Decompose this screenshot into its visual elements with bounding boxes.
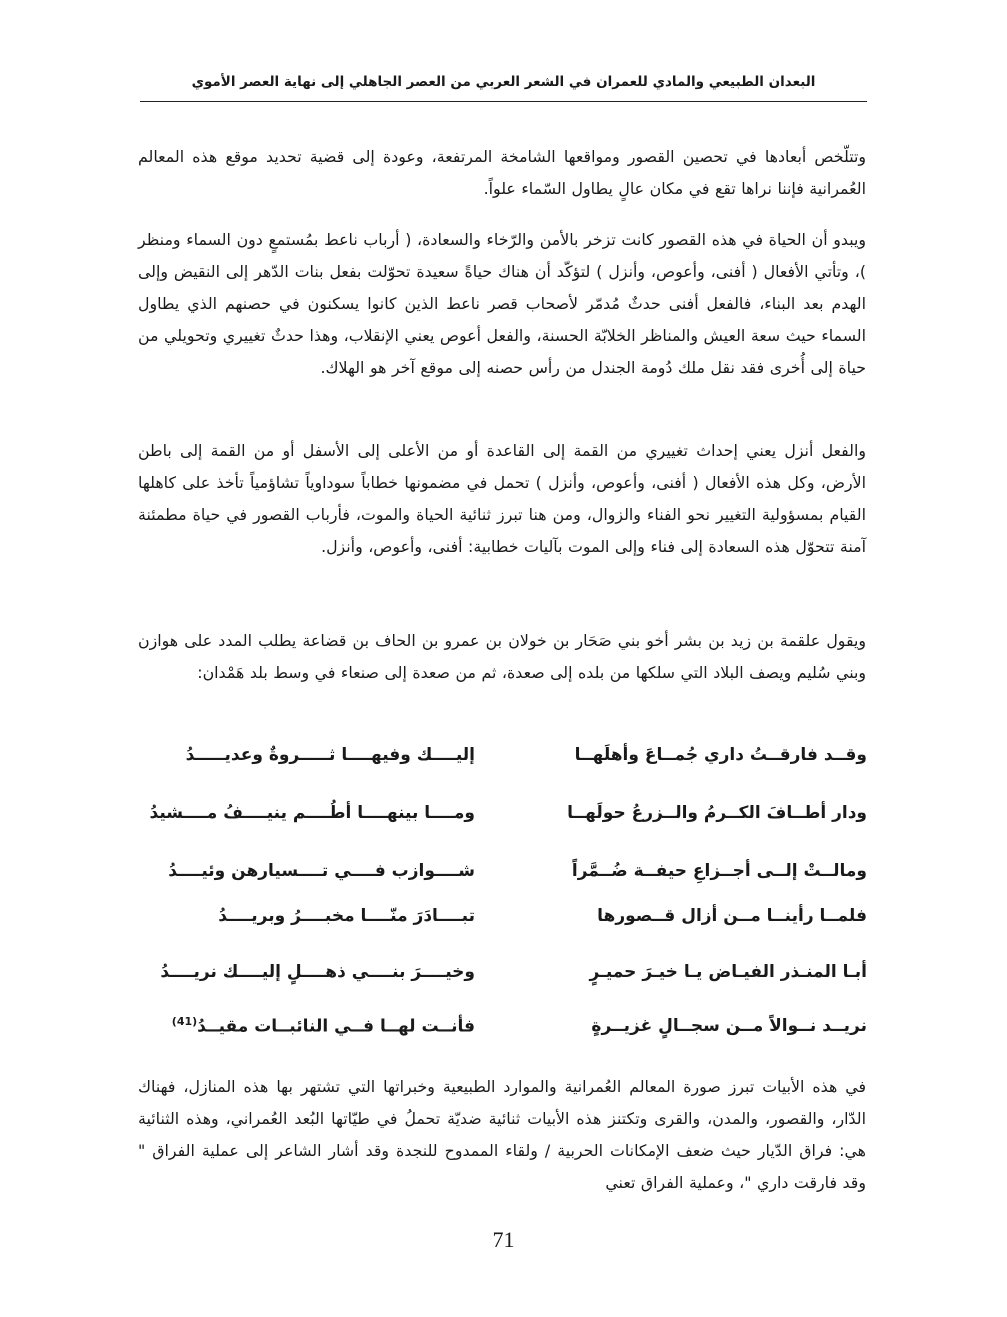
verse-first-hemistich: ودار أطــافَ الكــرمُ والــزرعُ حولَهــا (567, 803, 867, 823)
verse-second-hemistich (140, 1015, 475, 1037)
paragraph-1: وتتلّخص أبعادها في تحصين القصور ومواقعها الشامخة المرتفعة، وعودة إلى قضية تحديد موقع هذه المعالم العُمرانية فإننا نراها تقع في مكان عالٍ يطاول السّماء علواً. (138, 147, 866, 198)
verse-second-hemistich: تبــــادَرَ منّــــا مخبــــرُ وبريــــدُ (218, 906, 475, 926)
running-header: البعدان الطبيعي والمادي للعمران في الشعر العربي من العصر الجاهلي إلى نهاية العصر الأموي (191, 74, 816, 90)
paragraph-4: ويقول علقمة بن زيد بن بشر أخو بني صَحَار بن خولان بن عمرو بن الحاف بن قضاعة يطلب المدد على هوازن وبني سُليم ويصف البلاد التي سلكها من بلده إلى صعدة، ثم من صعدة إلى صنعاء في وسط بلد هَمْدان: (138, 631, 866, 682)
verse-first-hemistich: وقــد فارقــتُ داري جُمــاعَ وأهلَهــا (574, 745, 867, 765)
verse-second-hemistich: إليــــك وفيهــــا ثـــــروةٌ وعديـــــدُ (185, 745, 475, 765)
verse-text: فأنــت لهــا فــي النائبــات مقيــدُ (197, 1016, 475, 1037)
verse-line-4 (140, 898, 867, 934)
paragraph-2: ويبدو أن الحياة في هذه القصور كانت تزخر بالأمن والرّخاء والسعادة، ( أرباب ناعط بمُستمعٍ دون السماء ومنظر )، وتأتي الأفعال ( أفنى، وأعوص، وأنزل ) لتؤكّد أن هناك حياةً سعيدة تحوّلت بفعل بنات الدّهر إلى النقيض وإلى الهدم بعد البناء، فالفعل أفنى حدثٌ مُدمّر لأصحاب قصر ناعط الذين كانوا يسكنون في حصنهم الذي يطاول السماء حيث سعة العيش والمناظر الخلابّة الحسنة، والفعل أعوص يعني الإنقلاب، وهذا حدثٌ تغييري وتحويلي من حياة إلى أُخرى فقد نقل ملك دُومة الجندل من رأس حصنه إلى موقع آخر هو الهلاك. (138, 230, 866, 377)
verse-first-hemistich: أبـا المنـذر الفيـاض يـا خيـرَ حميـرٍ (589, 962, 867, 982)
footnote-marker: (41) (171, 1015, 198, 1029)
verse-line-6 (140, 1008, 867, 1044)
verse-second-hemistich: شــــوازب فــــي تــــسيارهن وئيــــدُ (168, 861, 475, 881)
verse-second-hemistich: وخيــــرَ بنــــي ذهــــلٍ إليــــك نريــــدُ (160, 962, 475, 982)
page-number: 71 (492, 1227, 515, 1252)
verse-first-hemistich: نريــد نــوالاً مــن سجــالٍ غزيــرةٍ (591, 1016, 867, 1036)
paragraph-5: في هذه الأبيات تبرز صورة المعالم العُمرانية والموارد الطبيعية وخبراتها التي تشتهر بها هذه المنازل، فهناك الدّار، والقصور، والمدن، والقرى وتكتنز هذه الأبيات ثنائية ضديّة تحملُ في طيّاتها البُعد العُمراني، وهذه الثنائية هي: فراق الدّيار حيث ضعف الإمكانات الحربية / ولقاء الممدوح للنجدة وقد أشار الشاعر إلى عملية الفراق " وقد فارقت داري "، وعملية الفراق تعني (138, 1077, 866, 1192)
verse-first-hemistich: ومالــتْ إلــى أجــزاعِ حيفــة ضُــمَّراً (571, 861, 867, 881)
verse-line-1 (140, 737, 867, 773)
header-rule (140, 101, 867, 102)
verse-first-hemistich: فلمــا رأينــا مــن أزال قــصورها (597, 906, 867, 926)
verse-line-2 (140, 795, 867, 831)
verse-line-3 (140, 853, 867, 889)
verse-line-5 (140, 954, 867, 990)
verse-second-hemistich: ومــــا بينهــــا أطُــــم ينيــــفُ مــــشيدُ (149, 803, 475, 823)
paragraph-3: والفعل أنزل يعني إحداث تغييري من القمة إلى القاعدة أو من الأعلى إلى الأسفل أو من القمة إلى باطن الأرض، وكل هذه الأفعال ( أفنى، وأعوص، وأنزل ) تحمل في مضمونها خطاباً سوداوياً تشاؤمياً تأخذ على كاهلها القيام بمسؤولية التغيير نحو الفناء والزوال، ومن هنا تبرز ثنائية الحياة والموت، فأرباب القصور في حياة مطمئنة آمنة تتحوّل هذه السعادة إلى فناء وإلى الموت بآليات خطابية: أفنى، وأعوص، وأنزل. (138, 441, 866, 556)
